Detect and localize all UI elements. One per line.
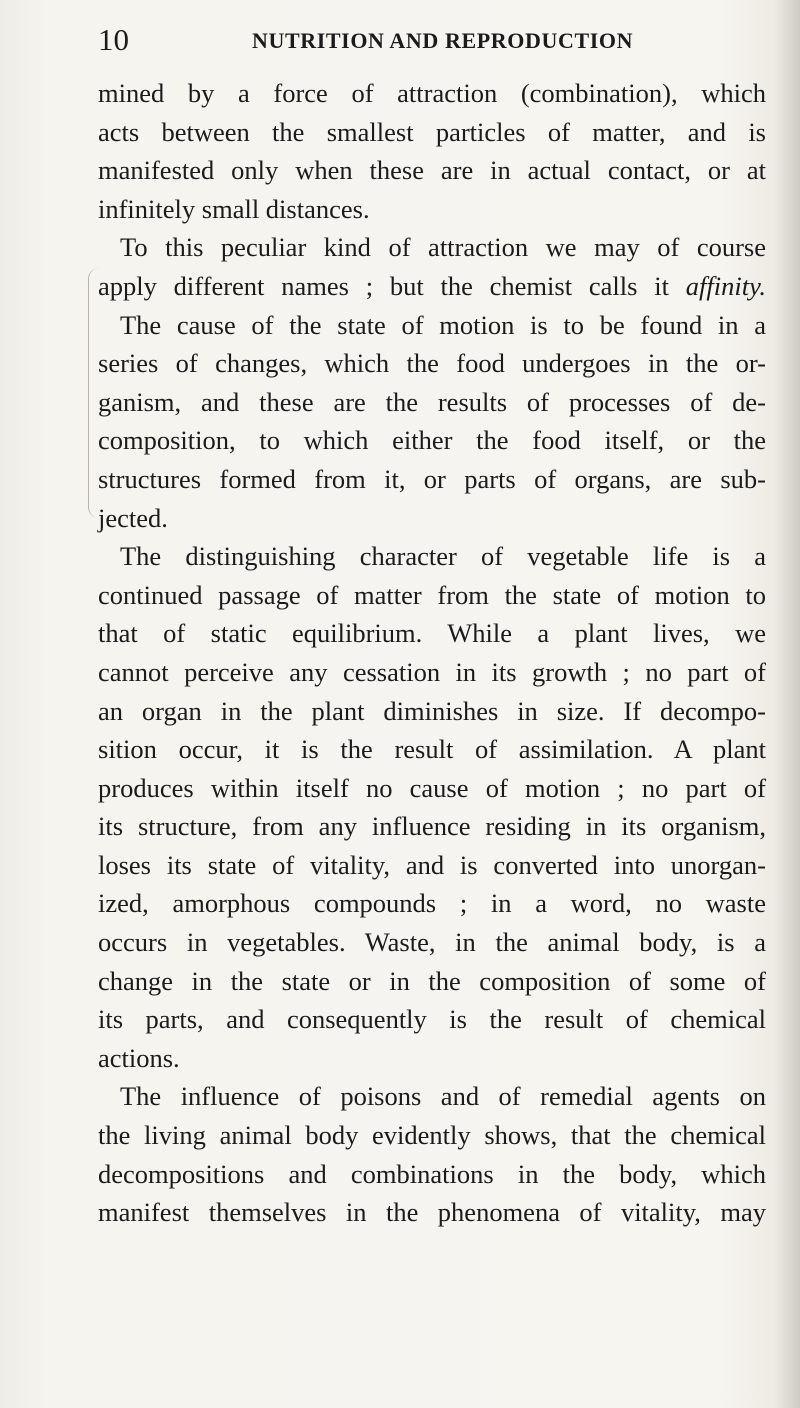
- paragraph-start-line: The cause of the state of motion is to be found in a: [120, 309, 766, 340]
- page-edge-shadow: [774, 0, 800, 1408]
- text-line: series of changes, which the food undergoes in the or-: [98, 348, 766, 379]
- text-line: decompositions and combinations in the body, which: [98, 1158, 766, 1189]
- page-number: 10: [98, 22, 129, 57]
- running-head: [98, 22, 758, 62]
- text-line: sition occur, it is the result of assimilation. A plant: [98, 734, 766, 765]
- text-line: structures formed from it, or parts of organs, are sub-: [98, 463, 766, 494]
- paragraph-start-line: To this peculiar kind of attraction we may of course: [120, 232, 766, 263]
- text-line: an organ in the plant diminishes in size. If decompo-: [98, 695, 766, 726]
- text-line: produces within itself no cause of motion ; no part of: [98, 772, 766, 803]
- paragraph-start-line: The influence of poisons and of remedial agents on: [120, 1081, 766, 1112]
- text-line: acts between the smallest particles of matter, and is: [98, 116, 766, 147]
- text-line: occurs in vegetables. Waste, in the animal body, is a: [98, 927, 766, 958]
- text-line-with-emphasis: [98, 267, 766, 306]
- body-text: [98, 74, 766, 1232]
- text-segment: apply different names ; but the chemist calls it: [98, 270, 686, 301]
- text-line: jected.: [98, 502, 168, 533]
- text-line: its parts, and consequently is the result of chemical: [98, 1004, 766, 1035]
- text-line: change in the state or in the composition of some of: [98, 965, 766, 996]
- running-title: NUTRITION AND REPRODUCTION: [252, 28, 634, 53]
- text-line: infinitely small distances.: [98, 193, 370, 224]
- text-line: actions.: [98, 1042, 180, 1073]
- emphasized-term: affinity.: [685, 270, 766, 301]
- text-line: cannot perceive any cessation in its growth ; no part of: [98, 656, 766, 687]
- text-line: composition, to which either the food itself, or the: [98, 425, 766, 456]
- text-line: ized, amorphous compounds ; in a word, no waste: [98, 888, 766, 919]
- text-line: ganism, and these are the results of processes of de-: [98, 386, 766, 417]
- text-line: its structure, from any influence residing in its organism,: [98, 811, 766, 842]
- text-line: manifest themselves in the phenomena of vitality, may: [98, 1197, 766, 1228]
- text-line: mined by a force of attraction (combination), which: [98, 78, 766, 108]
- text-line: continued passage of matter from the state of motion to: [98, 579, 766, 610]
- text-line: loses its state of vitality, and is converted into unorgan-: [98, 849, 766, 880]
- text-line: the living animal body evidently shows, that the chemical: [98, 1120, 766, 1151]
- paragraph-start-line: The distinguishing character of vegetable life is a: [120, 541, 766, 572]
- text-line: that of static equilibrium. While a plant lives, we: [98, 618, 766, 649]
- text-line: manifested only when these are in actual contact, or at: [98, 155, 766, 186]
